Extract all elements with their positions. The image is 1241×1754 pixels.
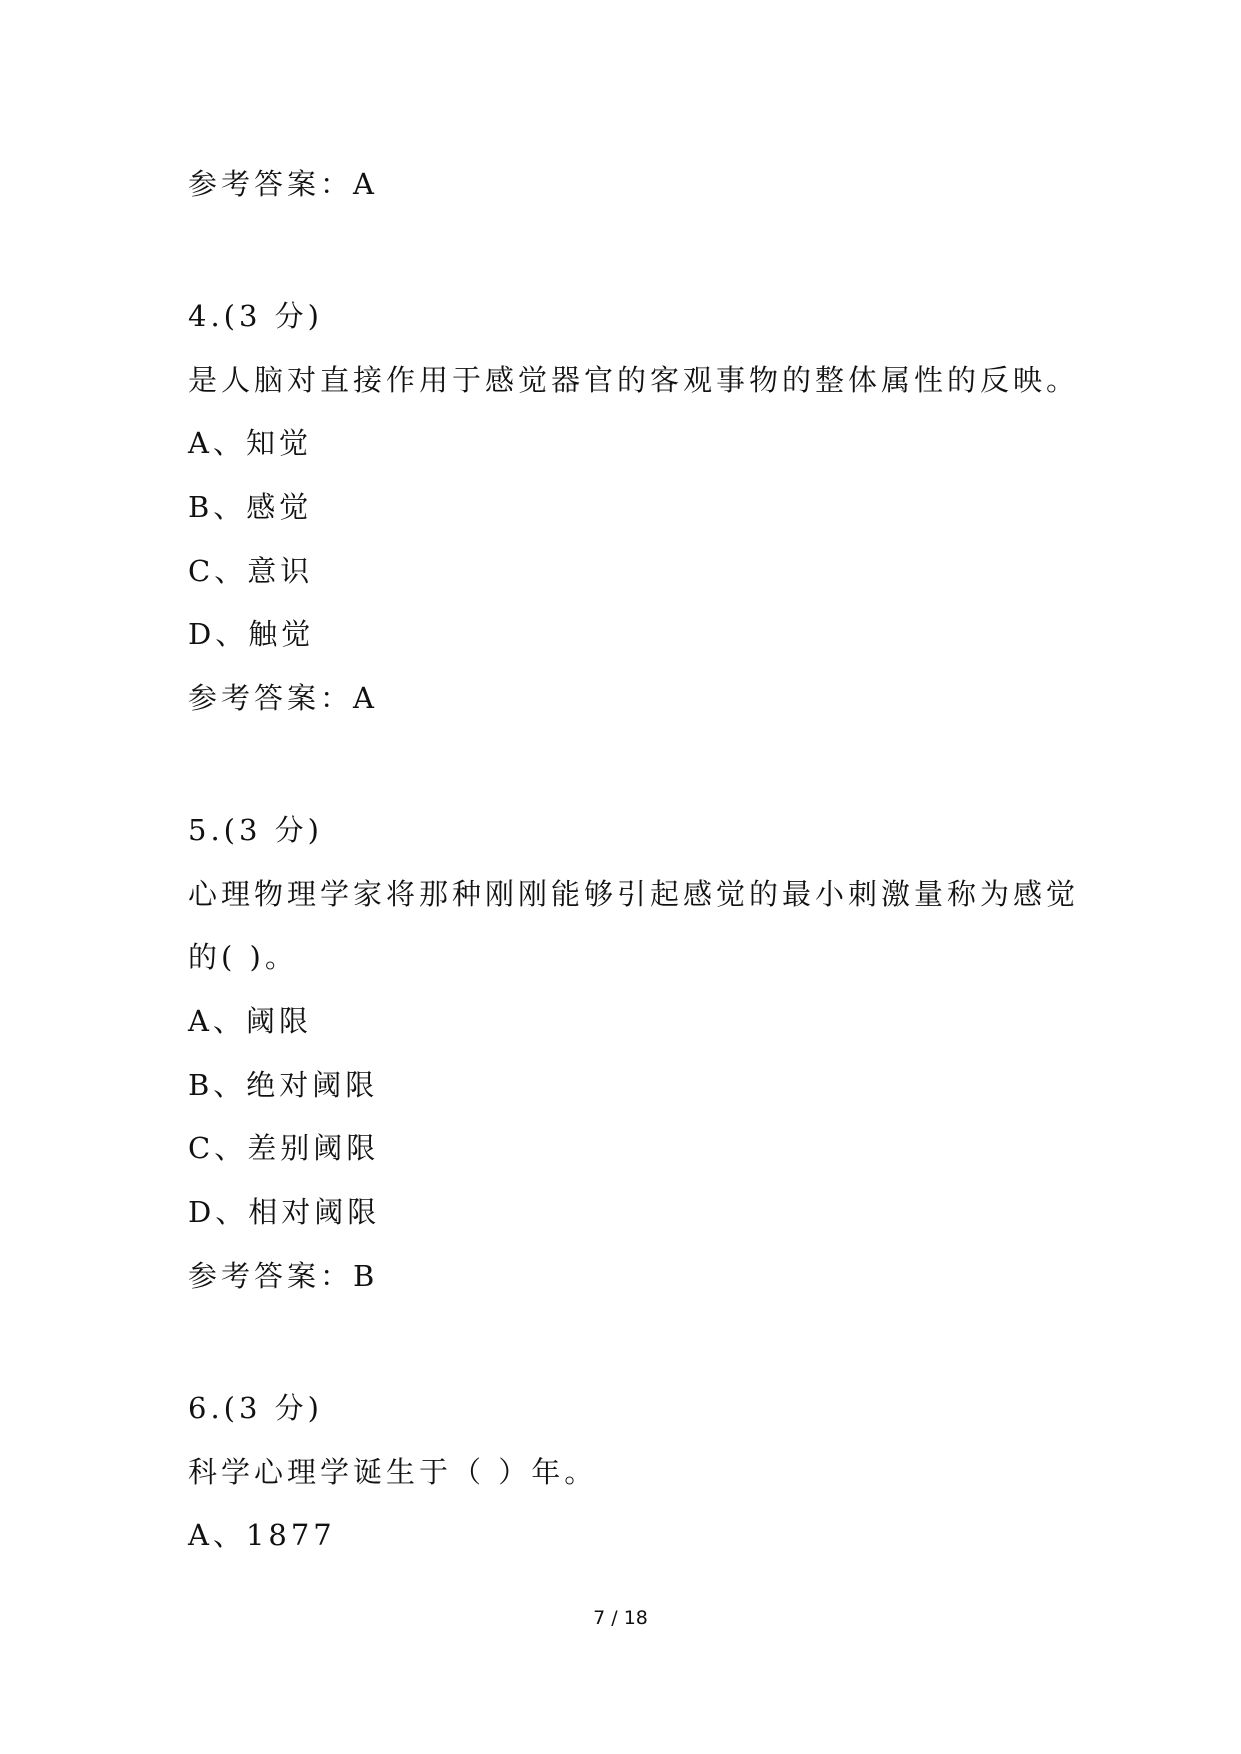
question-stem: 心理物理学家将那种刚刚能够引起感觉的最小刺激量称为感觉 xyxy=(188,877,1080,911)
question-stem-continued: 的( )。 xyxy=(188,940,298,974)
option-d: D、相对阈限 xyxy=(188,1195,381,1229)
question-header: 6.(3 分) xyxy=(188,1391,323,1425)
option-a: A、1877 xyxy=(188,1518,336,1552)
answer-line: 参考答案：B xyxy=(188,1259,379,1293)
option-b: B、感觉 xyxy=(188,490,313,524)
question-header: 5.(3 分) xyxy=(188,813,323,847)
question-stem: 科学心理学诞生于（ ）年。 xyxy=(188,1455,598,1489)
option-b: B、绝对阈限 xyxy=(188,1068,379,1102)
answer-line: 参考答案：A xyxy=(188,167,378,201)
option-c: C、意识 xyxy=(188,554,314,588)
answer-line: 参考答案：A xyxy=(188,681,378,715)
option-c: C、差别阈限 xyxy=(188,1131,380,1165)
option-a: A、阈限 xyxy=(188,1004,312,1038)
page-number: 7 / 18 xyxy=(593,1607,648,1629)
option-d: D、触觉 xyxy=(188,617,315,651)
question-header: 4.(3 分) xyxy=(188,299,323,333)
option-a: A、知觉 xyxy=(188,426,312,460)
question-stem: 是人脑对直接作用于感觉器官的客观事物的整体属性的反映。 xyxy=(188,363,1080,397)
